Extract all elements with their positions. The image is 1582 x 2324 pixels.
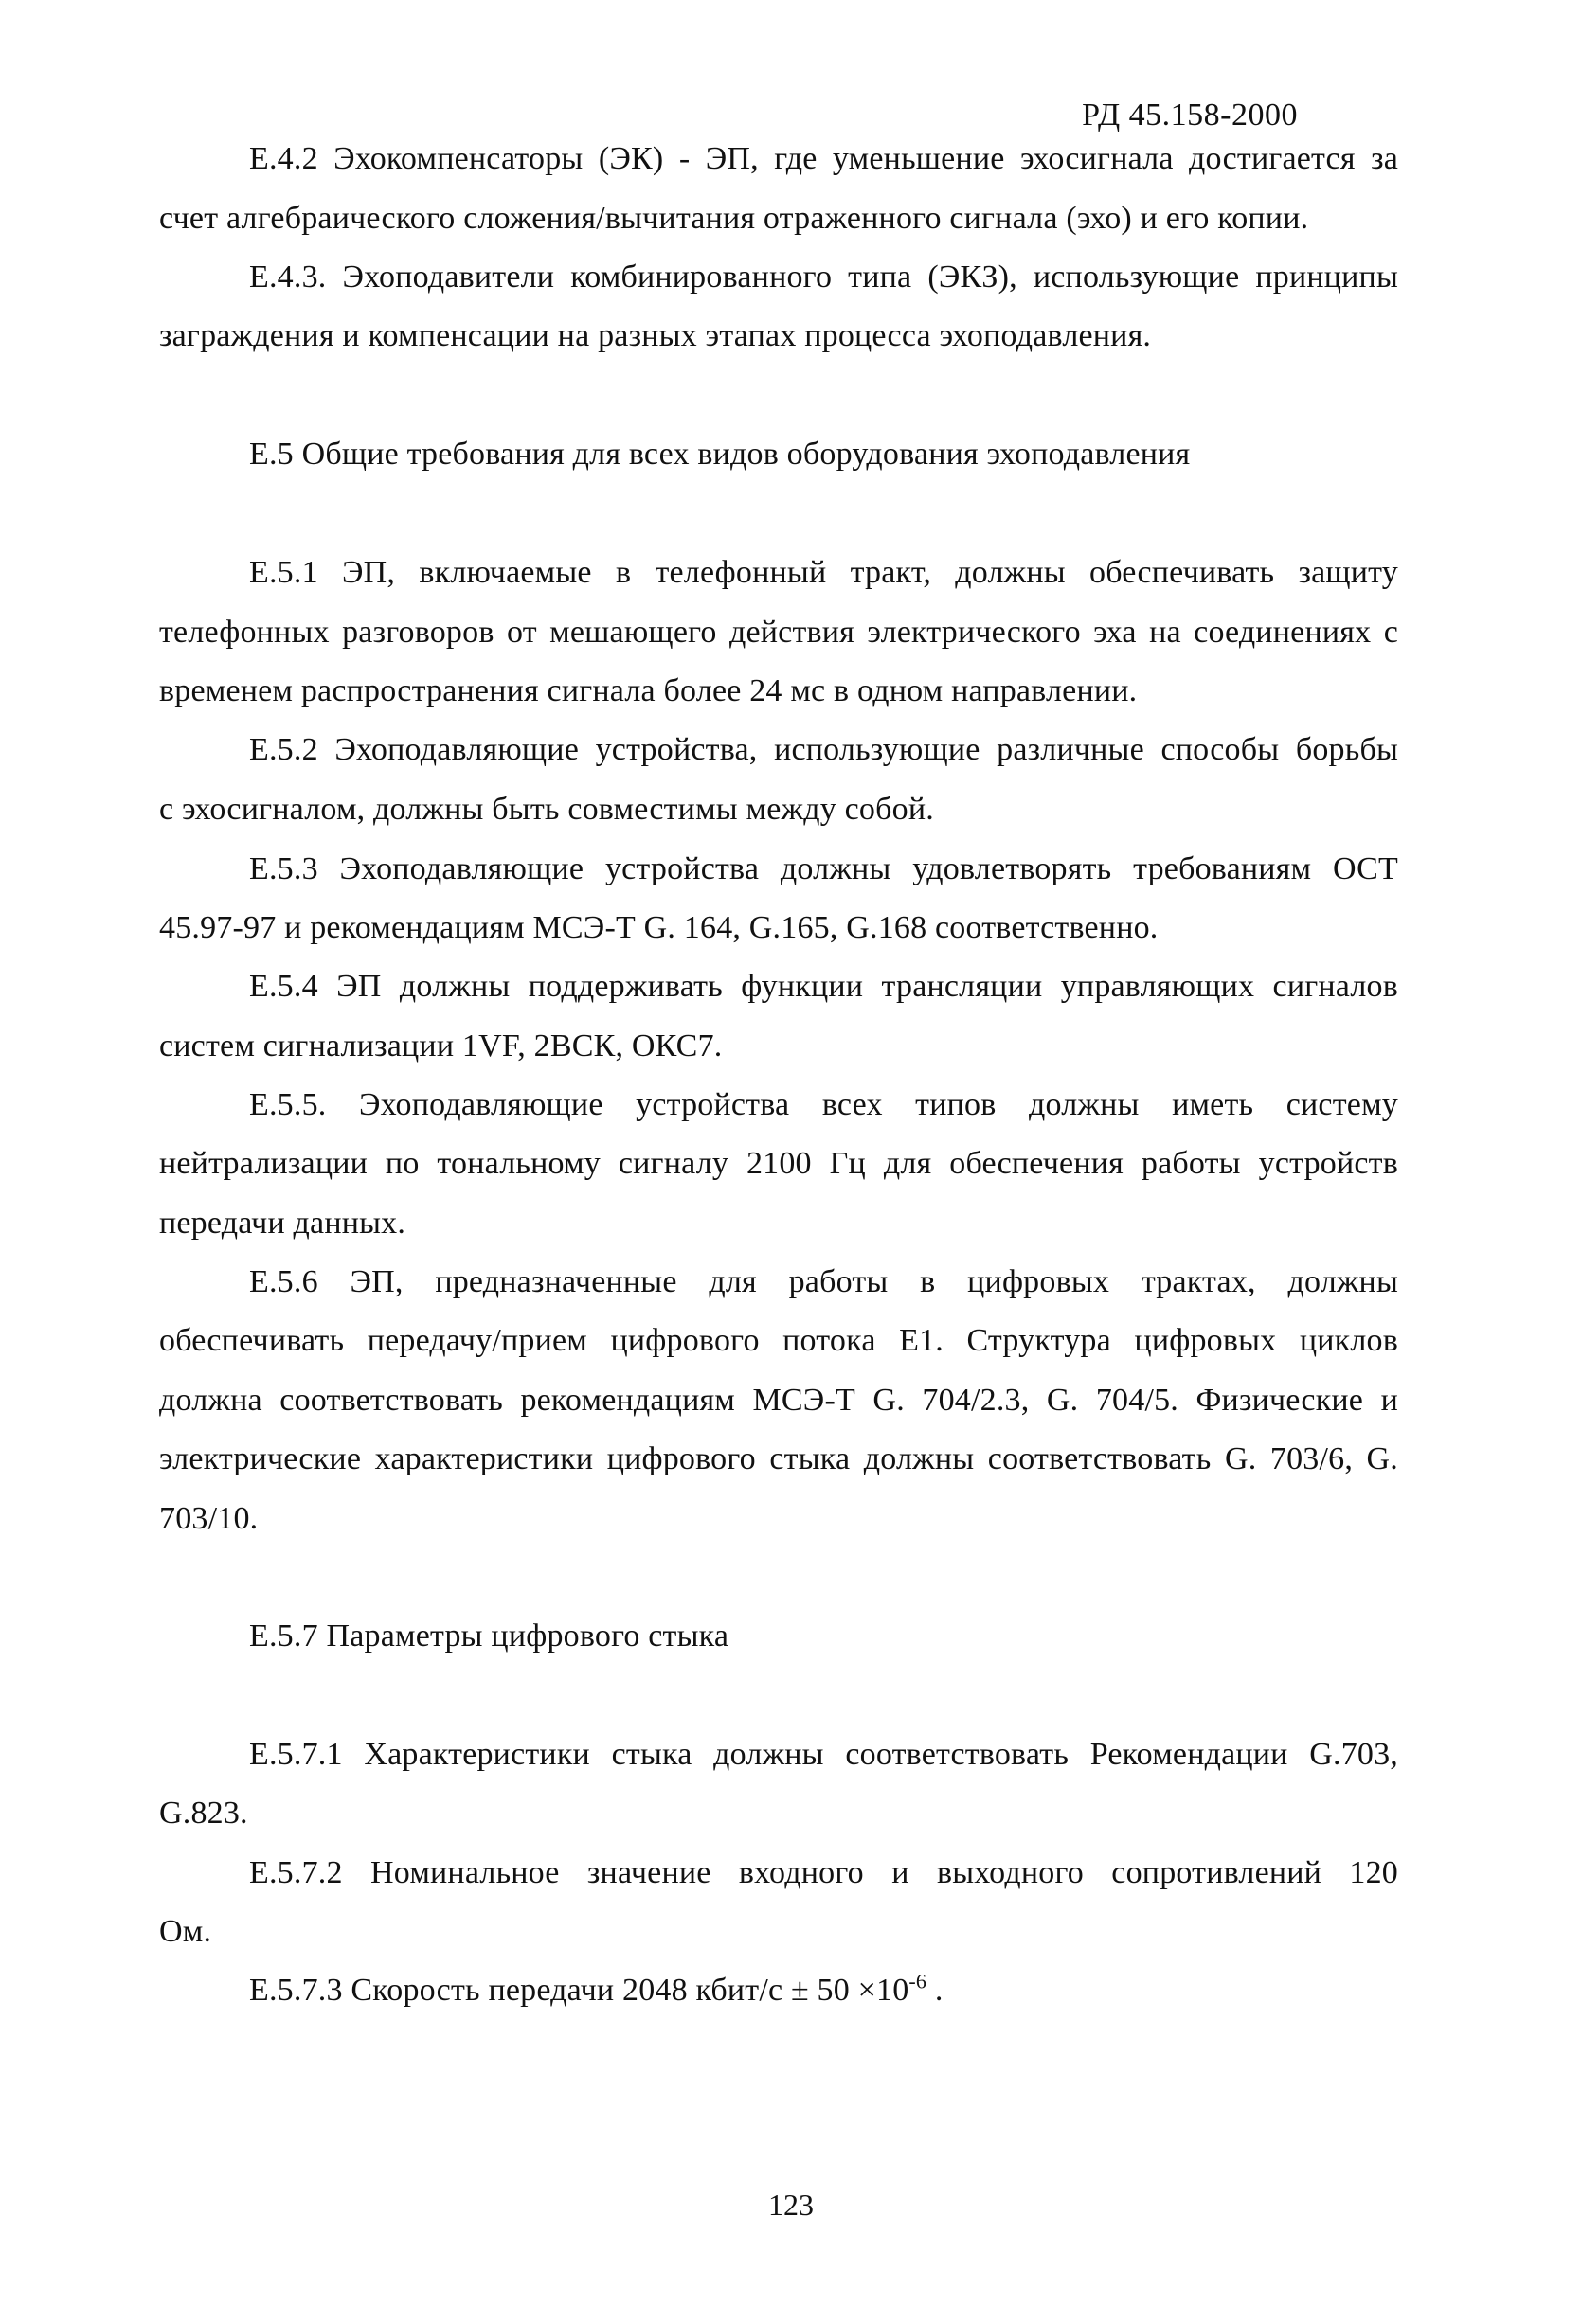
paragraph-e51-line2: телефонных разговоров от мешающего действия электрического эха на соединениях с [159,615,1398,650]
paragraph-e573-text: Е.5.7.3 Скорость передачи 2048 кбит/с ± 50 ×10 [249,1973,909,2008]
paragraph-e54-line2: систем сигнализации 1VF, 2ВСК, ОКС7. [159,1028,723,1064]
paragraph-e573-exponent: -6 [908,1969,927,1993]
paragraph-e55-line2: нейтрализации по тональному сигналу 2100 Гц для обеспечения работы устройств [159,1146,1398,1181]
paragraph-e571-line1: Е.5.7.1 Характеристики стыка должны соответствовать Рекомендации G.703, [249,1737,1398,1772]
paragraph-e42-line1: Е.4.2 Эхокомпенсаторы (ЭК) - ЭП, где уменьшение эхосигнала достигается за [249,141,1398,176]
paragraph-e56-line5: 703/10. [159,1501,259,1536]
paragraph-e55-line3: передачи данных. [159,1206,406,1241]
paragraph-e52-line2: с эхосигналом, должны быть совместимы между собой. [159,792,934,827]
paragraph-e43-line1: Е.4.3. Эхоподавители комбинированного типа (ЭКЗ), использующие принципы [249,259,1398,295]
page-number: 123 [768,2188,814,2222]
paragraph-e572-line1: Е.5.7.2 Номинальное значение входного и выходного сопротивлений 120 [249,1855,1398,1890]
paragraph-e572-line2: Ом. [159,1914,212,1949]
paragraph-e56-line4: электрические характеристики цифрового стыка должны соответствовать G. 703/6, G. [159,1441,1398,1476]
paragraph-e573 [249,1969,944,2010]
paragraph-e52-line1: Е.5.2 Эхоподавляющие устройства, использующие различные способы борьбы [249,732,1398,767]
paragraph-e56-line1: Е.5.6 ЭП, предназначенные для работы в цифровых трактах, должны [249,1264,1398,1299]
paragraph-e56-line3: должна соответствовать рекомендациям МСЭ-Т G. 704/2.3, G. 704/5. Физические и [159,1383,1398,1418]
document-code-header: РД 45.158-2000 [1082,98,1298,133]
paragraph-e43-line2: заграждения и компенсации на разных этапах процесса эхоподавления. [159,318,1152,353]
paragraph-e51-line1: Е.5.1 ЭП, включаемые в телефонный тракт, должны обеспечивать защиту [249,555,1398,590]
paragraph-e573-tail: . [926,1973,944,2008]
section-heading-e5: Е.5 Общие требования для всех видов оборудования эхоподавления [249,437,1191,472]
paragraph-e56-line2: обеспечивать передачу/прием цифрового потока Е1. Структура цифровых циклов [159,1323,1398,1358]
paragraph-e53-line2: 45.97-97 и рекомендациям МСЭ-Т G. 164, G.165, G.168 соответственно. [159,910,1159,945]
section-heading-e57: Е.5.7 Параметры цифрового стыка [249,1618,729,1654]
paragraph-e55-line1: Е.5.5. Эхоподавляющие устройства всех типов должны иметь систему [249,1087,1398,1122]
paragraph-e53-line1: Е.5.3 Эхоподавляющие устройства должны удовлетворять требованиям ОСТ [249,851,1398,886]
paragraph-e51-line3: временем распространения сигнала более 24 мс в одном направлении. [159,673,1138,708]
paragraph-e42-line2: счет алгебраического сложения/вычитания отраженного сигнала (эхо) и его копии. [159,201,1309,236]
paragraph-e54-line1: Е.5.4 ЭП должны поддерживать функции трансляции управляющих сигналов [249,969,1398,1004]
paragraph-e571-line2: G.823. [159,1796,248,1831]
